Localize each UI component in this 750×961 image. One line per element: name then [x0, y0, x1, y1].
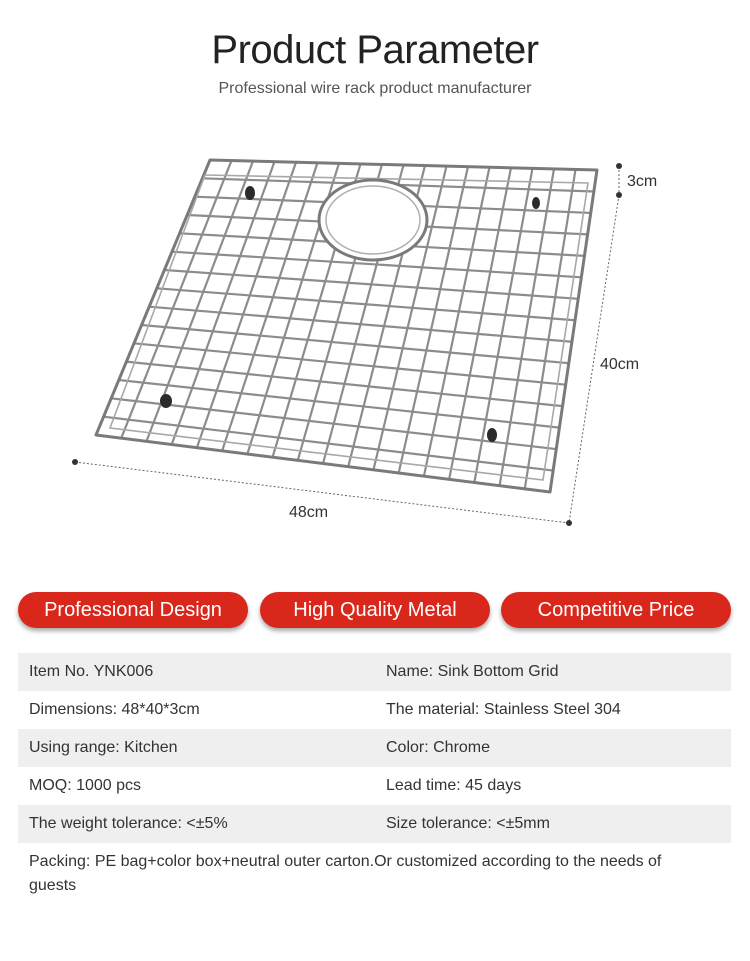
spec-packing: Packing: PE bag+color box+neutral outer carton.Or customized according to the needs of guests	[29, 853, 662, 894]
height-dimension-label: 3cm	[627, 173, 658, 190]
table-row	[18, 767, 731, 805]
spec-moq: MOQ: 1000 pcs	[29, 777, 142, 794]
depth-dimension-label: 40cm	[600, 356, 640, 373]
page-subtitle: Professional wire rack product manufacturer	[218, 80, 532, 97]
feature-badge-design	[18, 592, 248, 628]
table-row	[18, 691, 731, 729]
spec-name: Name: Sink Bottom Grid	[386, 663, 559, 680]
spec-size-tolerance: Size tolerance: <±5mm	[386, 815, 550, 832]
page-title: Product Parameter	[211, 28, 539, 72]
drain-cutout	[319, 180, 427, 260]
table-row	[18, 653, 731, 691]
spec-dimensions: Dimensions: 48*40*3cm	[29, 701, 200, 718]
feature-badge-label: Professional Design	[44, 598, 222, 621]
spec-item-number: Item No. YNK006	[29, 663, 154, 680]
table-row	[18, 805, 731, 843]
feature-badge-label: High Quality Metal	[293, 598, 457, 621]
width-dimension-label: 48cm	[289, 504, 329, 521]
table-row	[18, 729, 731, 767]
product-image-sink-grid	[0, 130, 750, 550]
spec-table	[18, 653, 731, 905]
spec-weight-tolerance: The weight tolerance: <±5%	[29, 815, 228, 832]
feature-badge-price	[501, 592, 731, 628]
spec-material: The material: Stainless Steel 304	[386, 701, 621, 718]
spec-lead-time: Lead time: 45 days	[386, 777, 522, 794]
feature-badge-label: Competitive Price	[537, 598, 695, 621]
spec-color: Color: Chrome	[386, 739, 491, 756]
feature-badge-metal	[260, 592, 490, 628]
spec-using-range: Using range: Kitchen	[29, 739, 178, 756]
